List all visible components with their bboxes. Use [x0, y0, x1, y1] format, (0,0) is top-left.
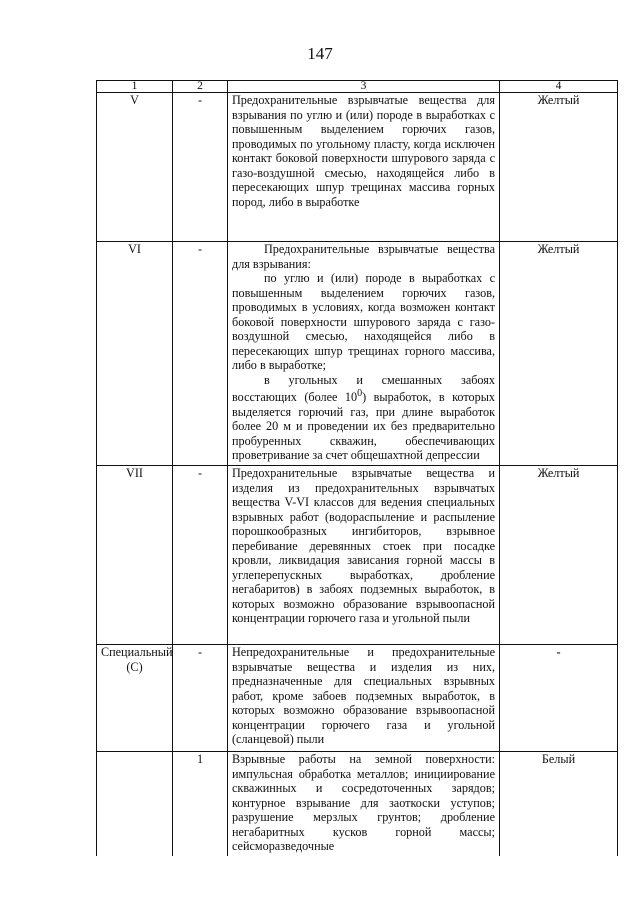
description-text-part: в угольных и смешанных забоях восстающих (более 10 — [232, 372, 495, 405]
table-row — [97, 466, 618, 645]
table-header-row — [97, 81, 618, 93]
subclass-cell: - — [173, 93, 228, 242]
subclass-cell: - — [173, 466, 228, 645]
description-text: Непредохранительные и предохранительные взрывчатые вещества и изделия из них, предназначенные для специальных взрывных работ, кроме забоев подземных выработок, в которых возможно образование взрывоопасной концентрации горючего газа и угольной (сланцевой) пыли — [232, 645, 495, 746]
subclass-cell: - — [173, 242, 228, 466]
description-text: Взрывные работы на земной поверхности: импульсная обработка металлов; инициирование скважинных и сосредоточенных зарядов; контурное взрывание для заоткоски уступов; разрушение мерзлых грунтов; дробление негабаритных кусков горной массы; сейсморазведочные — [232, 752, 495, 853]
header-cell-3: 3 — [228, 81, 500, 93]
description-cell — [228, 242, 500, 466]
color-cell: - — [500, 645, 618, 752]
color-cell: Белый — [500, 752, 618, 857]
class-cell — [97, 752, 173, 857]
table-row — [97, 752, 618, 857]
header-cell-2: 2 — [173, 81, 228, 93]
header-cell-1: 1 — [97, 81, 173, 93]
description-text: по углю и (или) породе в выработках с повышенным выделением горючих газов, проводимых в условиях, когда возможен контакт боковой поверхности шпурового заряда с газо-воздушной смесью, находящейся либо в пересекающих шпур трещинах горного массива, либо в выработке; — [232, 271, 495, 372]
color-cell: Желтый — [500, 466, 618, 645]
classification-table — [96, 80, 618, 856]
description-text: Предохранительные взрывчатые вещества для взрывания по углю и (или) породе в выработках с повышенным выделением горючих газов, проводимых по угольному пласту, когда исключен контакт боковой поверхности шпурового заряда с газо-воздушной смесью, находящейся либо в пересекающих шпур трещинах массива горных пород, либо в выработке — [232, 93, 495, 209]
description-cell — [228, 645, 500, 752]
class-cell: V — [97, 93, 173, 242]
table-row — [97, 645, 618, 752]
description-cell — [228, 466, 500, 645]
class-cell: VII — [97, 466, 173, 645]
description-text: Предохранительные взрывчатые вещества для взрывания: — [232, 242, 495, 271]
class-cell: Специальный (С) — [97, 645, 173, 752]
description-text — [232, 373, 495, 463]
color-cell: Желтый — [500, 242, 618, 466]
degree-superscript: 0 — [357, 388, 363, 399]
description-text-part: ) выработок, в которых выделяется горючий газ, при длине выработок более 20 м и проведении их без предварительно пробуренных скважин, обеспечивающих проветривание за счет общешахтной депрессии — [232, 390, 495, 463]
description-text: Предохранительные взрывчатые вещества и изделия из предохранительных взрывчатых вещества V-VI классов для ведения специальных взрывных работ (водораспыление и распыление порошкообразных ингибиторов, взрывное перебивание деревянных стоек при посадке кровли, ликвидация зависания горной массы в углеперепускных выработках, дробление негабаритов) в забоях подземных выработок, в которых возможно образование взрывоопасной концентрации горючего газа и угольной пыли — [232, 466, 495, 625]
page-number: 147 — [307, 44, 333, 63]
subclass-cell: - — [173, 645, 228, 752]
table-row — [97, 242, 618, 466]
table-row — [97, 93, 618, 242]
subclass-cell: 1 — [173, 752, 228, 857]
class-cell: VI — [97, 242, 173, 466]
color-cell: Желтый — [500, 93, 618, 242]
description-cell — [228, 752, 500, 857]
description-cell — [228, 93, 500, 242]
header-cell-4: 4 — [500, 81, 618, 93]
